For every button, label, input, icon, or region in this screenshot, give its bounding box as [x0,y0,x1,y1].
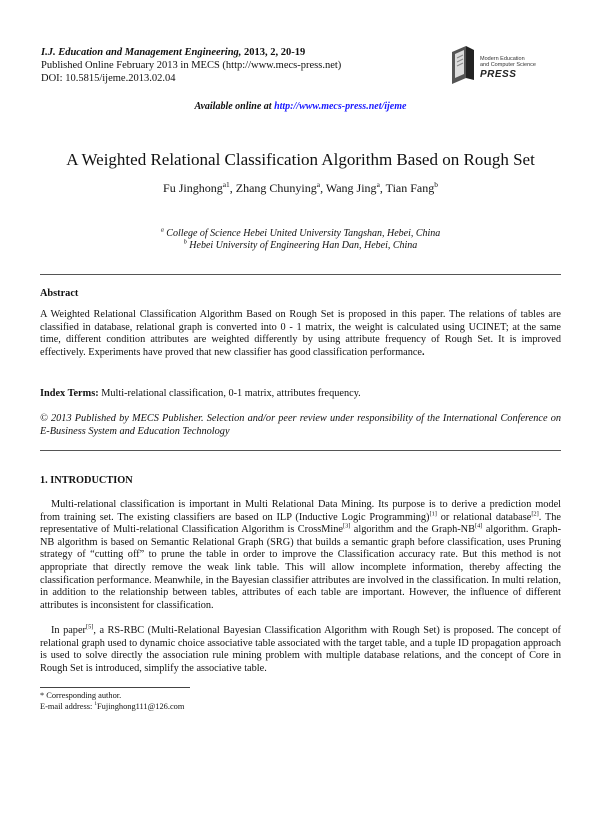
logo-mark: PRESS [480,69,517,80]
author: Fu Jinghong$^{a1}$, [163,180,236,195]
copyright-notice: © 2013 Published by MECS Publisher. Selection and/or peer review under responsibility of the International Conference on E-Business System and Education Technology [40,413,561,437]
divider-top [40,274,561,275]
intro-paragraph-2: In paper[5], a RS-RBC (Multi-Relational Bayesian Classification Algorithm with Rough Set) is proposed. The concept of relational graph used to dynamic choice associative table associated with the target table, and a tuple ID propagation approach is used to solve directly the association rule mining problem with multiple database relations, and the concept of Core in Rough Set is introduced, simplify the associative table. [40,623,561,674]
footnote [40,691,184,712]
doi-line: DOI: 10.5815/ijeme.2013.02.04 [41,73,176,84]
abstract-heading: Abstract [40,288,79,299]
affiliation: $^a$ College of Science Hebei United University Tangshan, Hebei, China [160,226,441,239]
author: Zhang Chunying$^a$, [235,180,326,195]
citation: [1] [429,510,437,518]
corresponding-author: * Corresponding author. [40,691,122,700]
abstract-body: A Weighted Relational Classification Algorithm Based on Rough Set is proposed in this paper. The relations of tables are classified in database, relational graph is converted into 0 - 1 matrix, the weight is calculated using UCINET; at the same time, different condition attributes are weighted differently by using attribute frequency of Rough Set. It is improved effectively. Experiments have proved that new classifier has good classification performance. [40,309,561,358]
index-terms: Index Terms: Multi-relational classification, 0-1 matrix, attributes frequency. [40,388,361,399]
journal-citation [41,46,341,59]
journal-name: I.J. Education and Management Engineering, [41,47,242,58]
citation: [2] [531,510,539,518]
logo-line-2: and Computer Science [480,62,536,68]
author: Tian Fang$^b$ [385,180,438,195]
email-address: Fujinghong111@126.com [97,701,185,711]
citation: [5] [85,623,94,631]
author: Wang Jing$^a$, [325,180,386,195]
citation: [3] [342,522,351,530]
email-line: E-mail address: $^1$Fujinghong111@126.com [40,700,185,711]
book-icon [448,44,478,84]
journal-header [41,46,341,85]
affiliation: $^b$ Hebei University of Engineering Han Dan, Hebei, China [183,238,418,251]
available-online [0,101,601,112]
divider-bottom [40,450,561,451]
paper-title: A Weighted Relational Classification Algorithm Based on Rough Set [66,150,535,169]
journal-issue: 2013, 2, 20-19 [241,47,306,58]
intro-paragraph-1: Multi-relational classification is important in Multi Relational Data Mining. Its purpose is to derive a prediction model from training set. The existing classifiers are based on ILP (Inductive Logic Programming)[1] or relational database[2]. The representative of Multi-relational Classification Algorithm is CrossMine[3] algorithm and the Graph-NB[4] algorithm. Graph-NB algorithm is based on Semantic Relational Graph (SRG) that builds a semantic graph before classification, uses Pruning strategy of “cutting off” to prune the table in order to improve the Classification accuracy rate. But this method is not appropriate that directly remove the weak link table. This will allow incomplete information, thereby affecting the classification performance. Meanwhile, in the Bayesian classifier attributes are involved in the classification. In multi relation, in addition to the relationship between tables, attributes of each table are important. However, the influence of different attributes is inconsistent for classification. [40,499,562,611]
affiliations [0,228,601,252]
available-prefix: Available online at [194,101,275,112]
author-list [0,181,601,196]
footnote-rule [40,687,190,688]
logo-line-1: Modern Education [480,56,525,62]
published-line: Published Online February 2013 in MECS (http://www.mecs-press.net) [41,60,342,71]
citation: [4] [474,522,483,530]
publisher-logo [448,44,558,90]
index-terms-label: Index Terms: [40,388,99,399]
section-heading: 1. INTRODUCTION [40,475,133,486]
journal-url-link[interactable]: http://www.mecs-press.net/ijeme [274,101,407,112]
